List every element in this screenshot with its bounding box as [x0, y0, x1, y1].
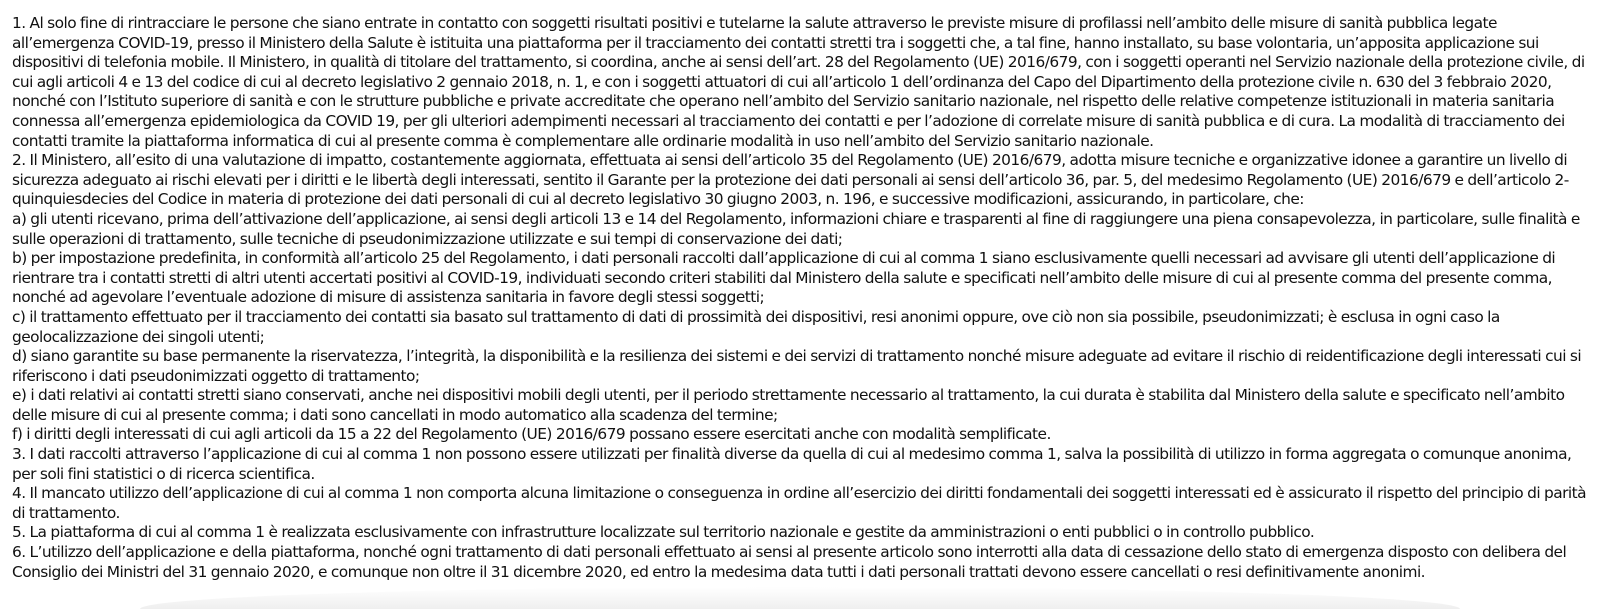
paragraph-item-e: e) i dati relativi ai contatti stretti siano conservati, anche nei dispositivi mobili degli utenti, per il periodo strettamente necessario al trattamento, la cui durata è stabilita dal Ministero della salute e specificato nell’ambito delle misure di cui al presente comma; i dati sono cancellati in modo automatico alla scadenza del termine;	[12, 386, 1565, 424]
paragraph-comma-6: 6. L’utilizzo dell’applicazione e della piattaforma, nonché ogni trattamento di dati personali effettuato ai sensi al presente articolo sono interrotti alla data di cessazione dello stato di emergenza disposto con delibera del Consiglio dei Ministri del 31 gennaio 2020, e comunque non oltre il 31 dicembre 2020, ed entro la medesima data tutti i dati personali trattati devono essere cancellati o resi definitivamente anonimi.	[12, 543, 1567, 581]
document-body	[12, 14, 1592, 582]
paragraph-comma-4: 4. Il mancato utilizzo dell’applicazione di cui al comma 1 non comporta alcuna limitazione o conseguenza in ordine all’esercizio dei diritti fondamentali dei soggetti interessati ed è assicurato il rispetto del principio di parità di trattamento.	[12, 484, 1586, 522]
paragraph-comma-2: 2. Il Ministero, all’esito di una valutazione di impatto, costantemente aggiornata, effettuata ai sensi dell’articolo 35 del Regolamento (UE) 2016/679, adotta misure tecniche e organizzative idonee a garantire un livello di sicurezza adeguato ai rischi elevati per i diritti e le libertà degli interessati, sentito il Garante per la protezione dei dati personali ai sensi dell’articolo 36, par. 5, del medesimo Regolamento (UE) 2016/679 e dell’articolo 2-quinquiesdecies del Codice in materia di protezione dei dati personali di cui al decreto legislativo 30 giugno 2003, n. 196, e successive modificazioni, assicurando, in particolare, che:	[12, 151, 1569, 209]
paragraph-item-a: a) gli utenti ricevano, prima dell’attivazione dell’applicazione, ai sensi degli articoli 13 e 14 del Regolamento, informazioni chiare e trasparenti al fine di raggiungere una piena consapevolezza, in particolare, sulle finalità e sulle operazioni di trattamento, sulle tecniche di pseudonimizzazione utilizzate e sui tempi di conservazione dei dati;	[12, 209, 1580, 248]
paragraph-comma-1: 1. Al solo fine di rintracciare le persone che siano entrate in contatto con soggetti risultati positivi e tutelarne la salute attraverso le previste misure di profilassi nell’ambito delle misure di sanità pubblica legate all’emergenza COVID-19, presso il Ministero della Salute è istituita una piattaforma per il tracciamento dei contatti stretti tra i soggetti che, a tal fine, hanno installato, su base volontaria, un’apposita applicazione sui dispositivi di telefonia mobile. Il Ministero, in qualità di titolare del trattamento, si coordina, anche ai sensi dell’art. 28 del Regolamento (UE) 2016/679, con i soggetti operanti nel Servizio nazionale della protezione civile, di cui agli articoli 4 e 13 del codice di cui al decreto legislativo 2 gennaio 2018, n. 1, e con i soggetti attuatori di cui all’articolo 1 dell’ordinanza del Capo del Dipartimento della protezione civile n. 630 del 3 febbraio 2020, nonché con l’Istituto superiore di sanità e con le strutture pubbliche e private accreditate che operano nell’ambito del Servizio sanitario nazionale, nel rispetto delle relative competenze istituzionali in materia sanitaria connessa all’emergenza epidemiologica da COVID 19, per gli ulteriori adempimenti necessari al tracciamento dei contatti e per l’adozione di correlate misure di sanità pubblica e di cura. La modalità di tracciamento dei contatti tramite la piattaforma informatica di cui al presente comma è complementare alle ordinarie modalità in uso nell’ambito del Servizio sanitario nazionale.	[12, 14, 1585, 150]
paragraph-comma-3: 3. I dati raccolti attraverso l’applicazione di cui al comma 1 non possono essere utilizzati per finalità diverse da quella di cui al medesimo comma 1, salva la possibilità di utilizzo in forma aggregata o comunque anonima, per soli fini statistici o di ricerca scientifica.	[12, 445, 1572, 483]
paragraph-item-c: c) il trattamento effettuato per il tracciamento dei contatti sia basato sul trattamento di dati di prossimità dei dispositivi, resi anonimi oppure, ove ciò non sia possibile, pseudonimizzati; è esclusa in ogni caso la geolocalizzazione dei singoli utenti;	[12, 307, 1500, 346]
page-bottom-shadow	[140, 587, 1460, 609]
paragraph-comma-5: 5. La piattaforma di cui al comma 1 è realizzata esclusivamente con infrastrutture localizzate sul territorio nazionale e gestite da amministrazioni o enti pubblici o in controllo pubblico.	[12, 523, 1315, 542]
paragraph-item-d: d) siano garantite su base permanente la riservatezza, l’integrità, la disponibilità e la resilienza dei sistemi e dei servizi di trattamento nonché misure adeguate ad evitare il rischio di reidentificazione degli interessati cui si riferiscono i dati pseudonimizzati oggetto di trattamento;	[12, 347, 1582, 385]
paragraph-item-b: b) per impostazione predefinita, in conformità all’articolo 25 del Regolamento, i dati personali raccolti dall’applicazione di cui al comma 1 siano esclusivamente quelli necessari ad avvisare gli utenti dell’applicazione di rientrare tra i contatti stretti di altri utenti accertati positivi al COVID-19, individuati secondo criteri stabiliti dal Ministero della salute e specificati nell’ambito delle misure di cui al presente comma del presente comma, nonché ad agevolare l’eventuale adozione di misure di assistenza sanitaria in favore degli stessi soggetti;	[12, 249, 1556, 307]
paragraph-item-f: f) i diritti degli interessati di cui agli articoli da 15 a 22 del Regolamento (UE) 2016/679 possano essere esercitati anche con modalità semplificate.	[12, 425, 1051, 444]
